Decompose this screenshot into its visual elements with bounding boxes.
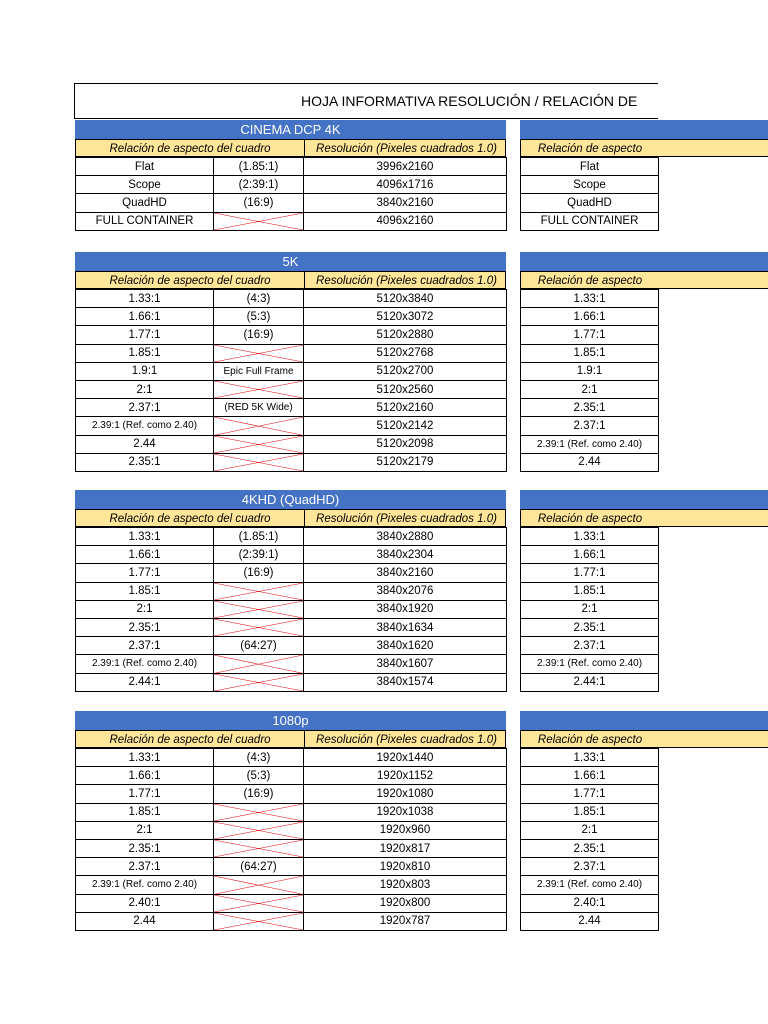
resolution-cell: 3840x1607 [304,655,507,673]
table-row [521,194,659,212]
table-row [76,546,507,564]
aspect-ratio-cell: 2.44 [76,435,214,453]
resolution-cell: 4096x2160 [304,212,507,230]
aspect-ratio-cell: 2.35:1 [76,839,214,857]
aspect-ratio-column-header: Relación de aspecto del cuadro [109,513,271,525]
sheet-title-box [74,83,658,119]
table-row [76,655,507,673]
right-aspect-table [520,527,659,692]
table-row [76,876,507,894]
table-row [521,308,659,326]
table-row [76,600,507,618]
table-row [76,894,507,912]
resolution-cell: 5120x2880 [304,326,507,344]
table-row [76,858,507,876]
resolution-cell: 1920x1038 [304,803,507,821]
right-aspect-cell: 2:1 [521,380,659,398]
right-aspect-cell: 1.66:1 [521,546,659,564]
crossed-out-cell [214,435,304,453]
table-row [76,326,507,344]
table-row [76,618,507,636]
section-header: CINEMA DCP 4K [75,120,506,139]
aspect-ratio-cell: 2.40:1 [76,894,214,912]
resolution-cell: 1920x1152 [304,767,507,785]
right-aspect-cell: 2.40:1 [521,894,659,912]
table-row [521,435,659,453]
aspect-ratio-cell: Scope [76,176,214,194]
crossed-out-cell [214,417,304,435]
ratio-note-cell: (2:39:1) [214,176,304,194]
ratio-note-cell: (4:3) [214,290,304,308]
crossed-out-cell [214,453,304,471]
resolution-cell: 1920x817 [304,839,507,857]
table-row [521,858,659,876]
crossed-out-cell [214,212,304,230]
resolution-cell: 5120x2560 [304,380,507,398]
right-aspect-table [520,748,659,931]
aspect-ratio-cell: 2:1 [76,600,214,618]
right-column-header-row [520,139,768,157]
aspect-ratio-cell: QuadHD [76,194,214,212]
right-section-header [520,252,768,271]
resolution-cell: 3840x2160 [304,194,507,212]
table-row [76,582,507,600]
right-aspect-cell: 2.44:1 [521,673,659,691]
resolution-cell: 3840x1574 [304,673,507,691]
table-row [521,290,659,308]
right-aspect-cell: 2.39:1 (Ref. como 2.40) [521,876,659,894]
table-row [76,158,507,176]
sheet-title: HOJA INFORMATIVA RESOLUCIÓN / RELACIÓN DE [301,93,638,109]
right-aspect-cell: 2.44 [521,453,659,471]
right-aspect-cell: 2.37:1 [521,417,659,435]
resolution-cell: 1920x960 [304,821,507,839]
table-row [76,785,507,803]
table-row [521,212,659,230]
crossed-out-cell [214,582,304,600]
right-aspect-cell: 2.39:1 (Ref. como 2.40) [521,655,659,673]
resolution-cell: 5120x2098 [304,435,507,453]
table-row [521,600,659,618]
right-aspect-cell: 2.35:1 [521,839,659,857]
aspect-ratio-column-header: Relación de aspecto del cuadro [109,275,271,287]
table-row [76,362,507,380]
resolution-cell: 5120x2160 [304,399,507,417]
right-aspect-cell: 1.77:1 [521,564,659,582]
aspect-ratio-cell: 1.9:1 [76,362,214,380]
ratio-note-cell: (64:27) [214,858,304,876]
table-row [521,618,659,636]
table-row [521,839,659,857]
table-row [521,399,659,417]
table-row [521,803,659,821]
ratio-note-cell: (1.85:1) [214,528,304,546]
aspect-ratio-cell: 2.44:1 [76,673,214,691]
resolution-cell: 3840x1920 [304,600,507,618]
right-aspect-cell: 1.85:1 [521,582,659,600]
resolution-cell: 3840x2160 [304,564,507,582]
right-section-header [520,711,768,730]
table-row [521,894,659,912]
table-row [521,655,659,673]
right-aspect-cell: Scope [521,176,659,194]
resolution-cell: 3840x2304 [304,546,507,564]
resolution-column-header: Resolución (Pixeles cuadrados 1.0) [304,731,508,749]
table-row [521,785,659,803]
aspect-ratio-cell: 2.39:1 (Ref. como 2.40) [76,417,214,435]
table-row [521,158,659,176]
right-aspect-column-header: Relación de aspecto [537,734,643,746]
crossed-out-cell [214,618,304,636]
column-header-row [75,271,506,289]
table-row [76,308,507,326]
table-row [521,749,659,767]
resolution-table [75,748,507,931]
table-row [521,821,659,839]
right-aspect-cell: 1.77:1 [521,326,659,344]
crossed-out-cell [214,600,304,618]
aspect-ratio-cell: 2:1 [76,380,214,398]
aspect-ratio-cell: 2:1 [76,821,214,839]
aspect-ratio-cell: 1.66:1 [76,767,214,785]
right-aspect-cell: 2.37:1 [521,637,659,655]
table-row [521,912,659,930]
table-row [76,912,507,930]
right-aspect-cell: 1.85:1 [521,344,659,362]
table-row [76,839,507,857]
section-header: 5K [75,252,506,271]
resolution-cell: 5120x2700 [304,362,507,380]
ratio-note-cell: (1.85:1) [214,158,304,176]
right-aspect-cell: 2.39:1 (Ref. como 2.40) [521,435,659,453]
ratio-note-cell: (RED 5K Wide) [214,399,304,417]
table-row [521,673,659,691]
right-column-header-row [520,730,768,748]
table-row [521,417,659,435]
right-aspect-cell: 2:1 [521,821,659,839]
aspect-ratio-cell: FULL CONTAINER [76,212,214,230]
ratio-note-cell: (4:3) [214,749,304,767]
aspect-ratio-cell: 1.66:1 [76,546,214,564]
resolution-cell: 1920x1080 [304,785,507,803]
right-section-header [520,490,768,509]
right-aspect-cell: 2.37:1 [521,858,659,876]
table-row [76,528,507,546]
aspect-ratio-cell: 1.77:1 [76,326,214,344]
resolution-table [75,157,507,231]
right-aspect-cell: 2.35:1 [521,399,659,417]
right-aspect-cell: 1.66:1 [521,308,659,326]
ratio-note-cell: (16:9) [214,564,304,582]
resolution-cell: 5120x2142 [304,417,507,435]
aspect-ratio-cell: 2.44 [76,912,214,930]
aspect-ratio-cell: 1.85:1 [76,344,214,362]
right-aspect-cell: 1.33:1 [521,528,659,546]
crossed-out-cell [214,876,304,894]
aspect-ratio-cell: 1.33:1 [76,528,214,546]
crossed-out-cell [214,803,304,821]
table-row [76,821,507,839]
ratio-note-cell: (5:3) [214,308,304,326]
aspect-ratio-cell: 1.33:1 [76,290,214,308]
resolution-cell: 5120x2768 [304,344,507,362]
resolution-cell: 1920x810 [304,858,507,876]
right-aspect-cell: 1.33:1 [521,749,659,767]
right-column-header-row [520,271,768,289]
column-header-row [75,509,506,527]
aspect-ratio-cell: 1.77:1 [76,785,214,803]
aspect-ratio-cell: 1.33:1 [76,749,214,767]
right-aspect-column-header: Relación de aspecto [537,275,643,287]
resolution-table [75,527,507,692]
crossed-out-cell [214,839,304,857]
resolution-column-header: Resolución (Pixeles cuadrados 1.0) [304,140,508,158]
right-aspect-cell: 1.66:1 [521,767,659,785]
table-row [521,362,659,380]
table-row [76,803,507,821]
right-column-header-row [520,509,768,527]
aspect-ratio-cell: 2.37:1 [76,399,214,417]
right-aspect-cell: Flat [521,158,659,176]
right-aspect-cell: 1.9:1 [521,362,659,380]
ratio-note-cell: (5:3) [214,767,304,785]
ratio-note-cell: (16:9) [214,194,304,212]
table-row [521,344,659,362]
resolution-cell: 3840x2880 [304,528,507,546]
aspect-ratio-cell: 1.66:1 [76,308,214,326]
table-row [521,767,659,785]
resolution-cell: 5120x3840 [304,290,507,308]
table-row [521,528,659,546]
section-header: 1080p [75,711,506,730]
aspect-ratio-cell: 1.85:1 [76,582,214,600]
aspect-ratio-column-header: Relación de aspecto del cuadro [109,143,271,155]
table-row [521,176,659,194]
table-row [76,564,507,582]
crossed-out-cell [214,655,304,673]
table-row [76,212,507,230]
crossed-out-cell [214,673,304,691]
right-aspect-cell: 1.85:1 [521,803,659,821]
table-row [521,546,659,564]
table-row [521,380,659,398]
aspect-ratio-cell: 1.77:1 [76,564,214,582]
right-aspect-cell: 1.77:1 [521,785,659,803]
aspect-ratio-cell: 2.37:1 [76,637,214,655]
resolution-cell: 3996x2160 [304,158,507,176]
table-row [76,637,507,655]
resolution-table [75,289,507,472]
aspect-ratio-cell: Flat [76,158,214,176]
aspect-ratio-cell: 1.85:1 [76,803,214,821]
resolution-cell: 5120x3072 [304,308,507,326]
table-row [76,749,507,767]
table-row [76,453,507,471]
table-row [76,176,507,194]
table-row [521,876,659,894]
right-aspect-column-header: Relación de aspecto [537,143,643,155]
resolution-cell: 3840x1620 [304,637,507,655]
table-row [521,453,659,471]
resolution-cell: 5120x2179 [304,453,507,471]
resolution-column-header: Resolución (Pixeles cuadrados 1.0) [304,272,508,290]
resolution-cell: 1920x787 [304,912,507,930]
ratio-note-cell: (16:9) [214,785,304,803]
resolution-column-header: Resolución (Pixeles cuadrados 1.0) [304,510,508,528]
right-aspect-cell: 2.35:1 [521,618,659,636]
right-aspect-cell: FULL CONTAINER [521,212,659,230]
ratio-note-cell: Epic Full Frame [214,362,304,380]
right-aspect-cell: 2.44 [521,912,659,930]
table-row [76,435,507,453]
aspect-ratio-cell: 2.37:1 [76,858,214,876]
right-section-header [520,120,768,139]
aspect-ratio-cell: 2.35:1 [76,453,214,471]
table-row [76,290,507,308]
resolution-cell: 1920x800 [304,894,507,912]
column-header-row [75,730,506,748]
crossed-out-cell [214,821,304,839]
table-row [521,326,659,344]
ratio-note-cell: (2:39:1) [214,546,304,564]
ratio-note-cell: (16:9) [214,326,304,344]
aspect-ratio-cell: 2.39:1 (Ref. como 2.40) [76,655,214,673]
right-aspect-cell: QuadHD [521,194,659,212]
table-row [76,767,507,785]
section-header: 4KHD (QuadHD) [75,490,506,509]
resolution-cell: 3840x1634 [304,618,507,636]
aspect-ratio-cell: 2.35:1 [76,618,214,636]
right-aspect-cell: 2:1 [521,600,659,618]
column-header-row [75,139,506,157]
resolution-cell: 1920x803 [304,876,507,894]
table-row [76,194,507,212]
table-row [521,564,659,582]
table-row [76,344,507,362]
aspect-ratio-cell: 2.39:1 (Ref. como 2.40) [76,876,214,894]
right-aspect-column-header: Relación de aspecto [537,513,643,525]
crossed-out-cell [214,894,304,912]
crossed-out-cell [214,344,304,362]
ratio-note-cell: (64:27) [214,637,304,655]
resolution-cell: 3840x2076 [304,582,507,600]
right-aspect-table [520,157,659,231]
table-row [76,673,507,691]
table-row [76,417,507,435]
right-aspect-table [520,289,659,472]
table-row [521,637,659,655]
crossed-out-cell [214,912,304,930]
aspect-ratio-column-header: Relación de aspecto del cuadro [109,734,271,746]
right-aspect-cell: 1.33:1 [521,290,659,308]
table-row [76,380,507,398]
crossed-out-cell [214,380,304,398]
resolution-cell: 1920x1440 [304,749,507,767]
table-row [76,399,507,417]
resolution-cell: 4096x1716 [304,176,507,194]
table-row [521,582,659,600]
